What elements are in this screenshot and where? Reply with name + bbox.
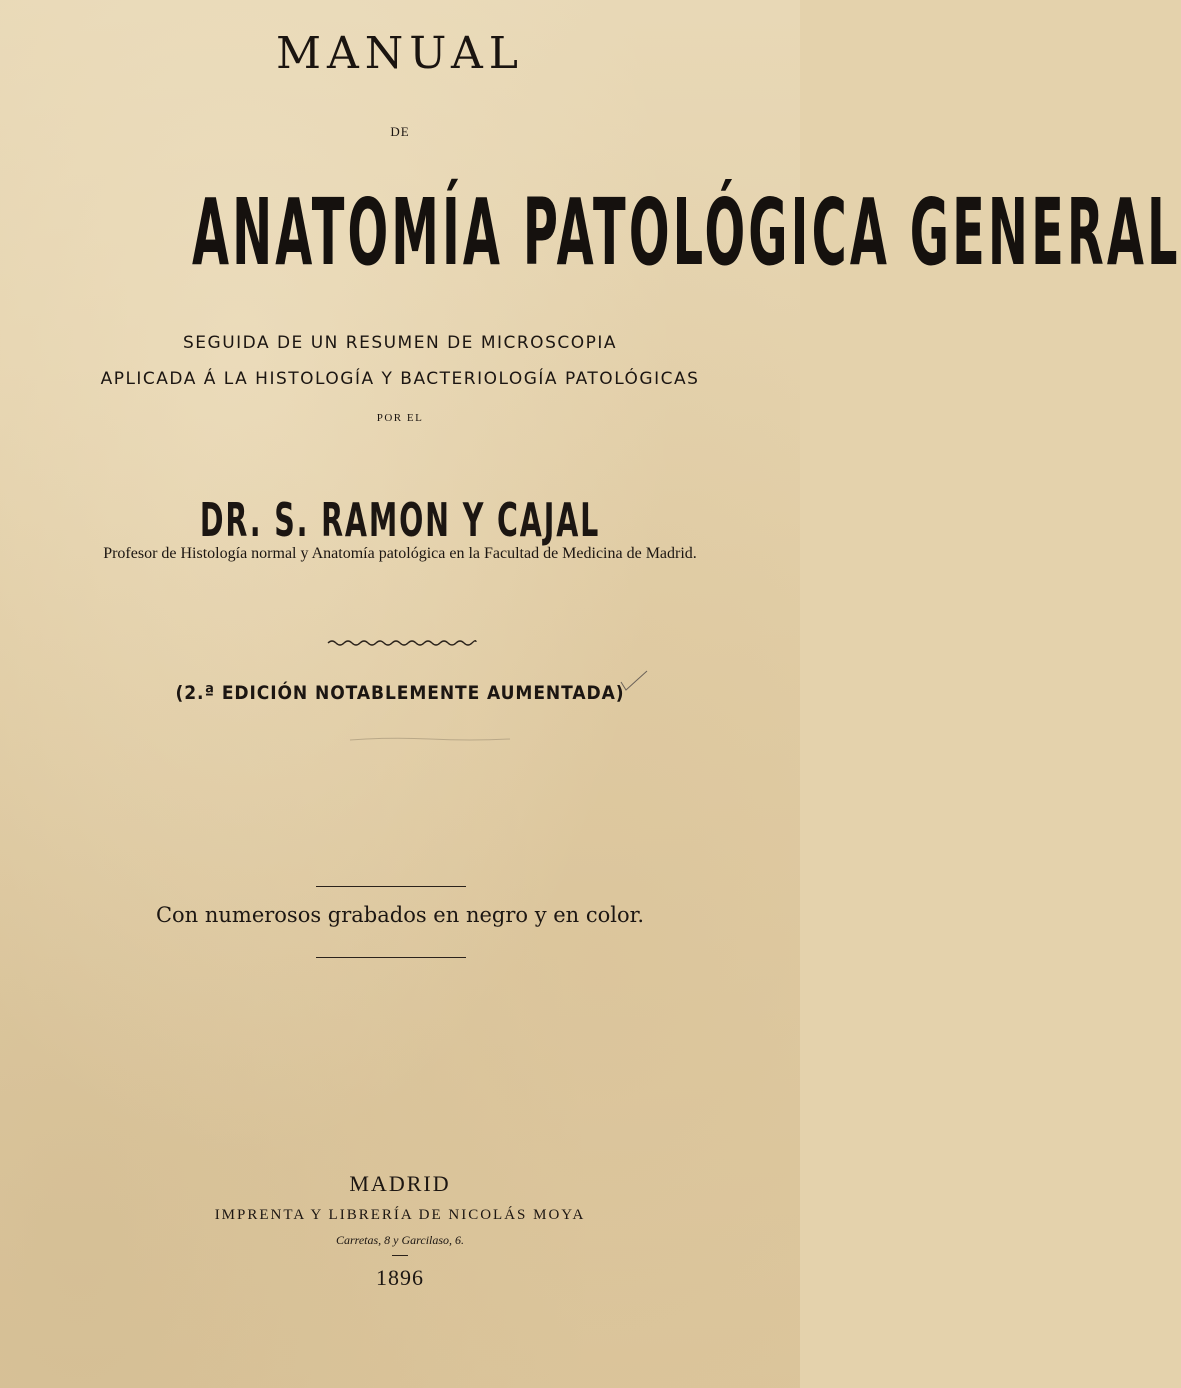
- pencil-check-mark: [620, 670, 648, 692]
- faint-pencil-line: [350, 736, 510, 742]
- subtitle-line-1: SEGUIDA DE UN RESUMEN DE MICROSCOPIA: [182, 333, 618, 353]
- author-affiliation: Profesor de Histología normal y Anatomía patológica en la Facultad de Medicina de Madrid.: [103, 545, 697, 562]
- rule-upper: [316, 886, 466, 887]
- imprint-publisher: IMPRENTA Y LIBRERÍA DE NICOLÁS MOYA: [214, 1207, 586, 1223]
- wavy-ornament: [326, 637, 478, 647]
- imprint-city: MADRID: [349, 1171, 451, 1196]
- imprint-address: Carretas, 8 y Garcilaso, 6.: [335, 1233, 465, 1247]
- rule-lower: [316, 957, 466, 958]
- engravings-note: Con numerosos grabados en negro y en color.: [155, 903, 645, 927]
- rule-short: [392, 1255, 408, 1256]
- edition-note: (2.ª EDICIÓN NOTABLEMENTE AUMENTADA): [175, 682, 625, 704]
- subtitle-line-2: APLICADA Á LA HISTOLOGÍA Y BACTERIOLOGÍA PATOLÓGICAS: [100, 369, 700, 389]
- author-name: DR. S. RAMON Y CAJAL: [199, 493, 601, 547]
- imprint-year: 1896: [376, 1265, 424, 1290]
- main-title: ANATOMÍA PATOLÓGICA GENERAL: [192, 179, 1181, 286]
- por-el-label: POR EL: [376, 412, 424, 424]
- heading-manual: MANUAL: [275, 28, 525, 79]
- heading-de: DE: [390, 124, 410, 139]
